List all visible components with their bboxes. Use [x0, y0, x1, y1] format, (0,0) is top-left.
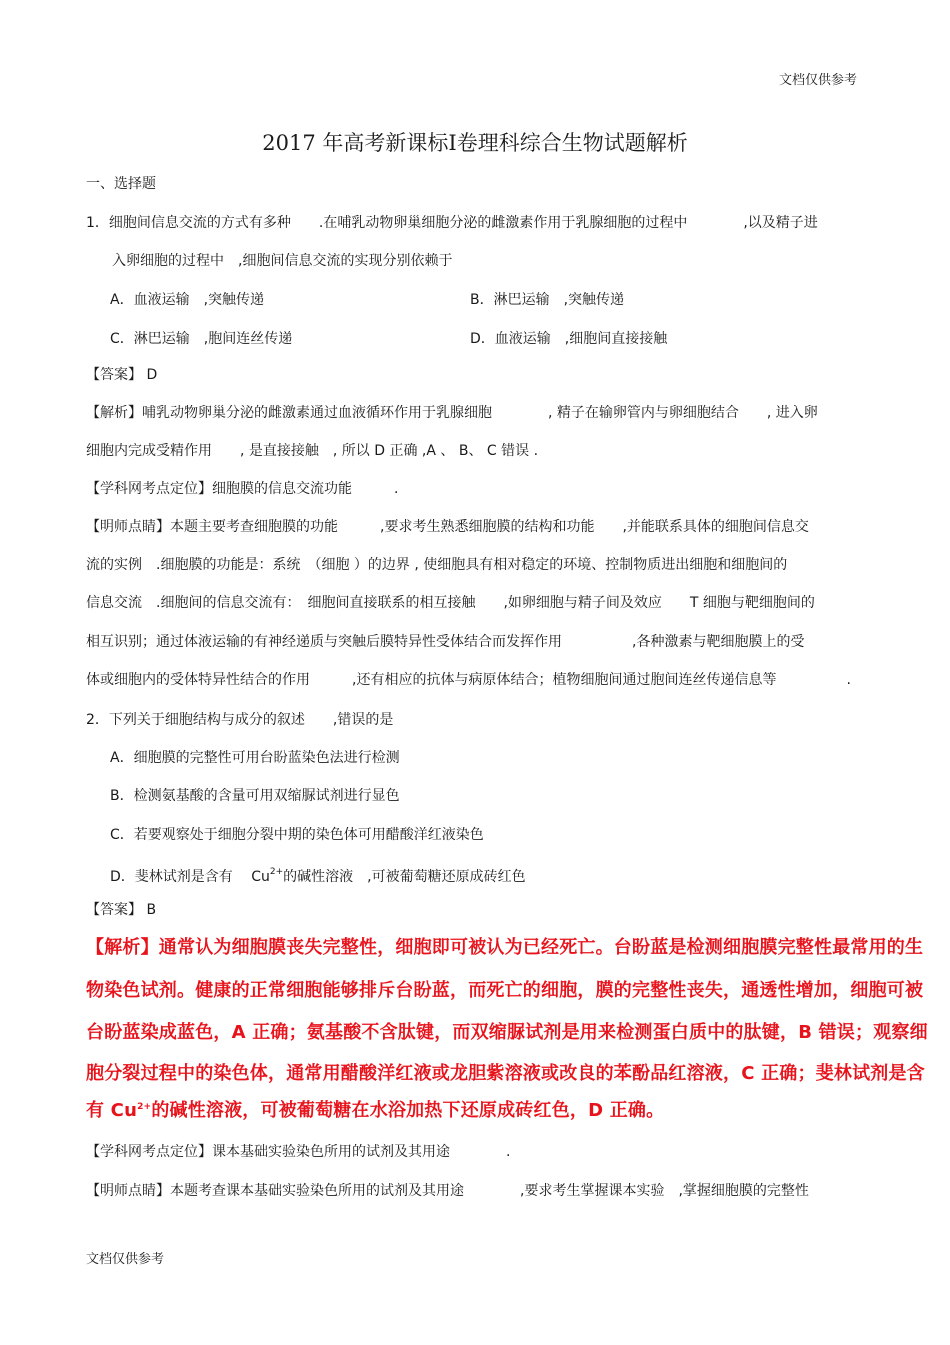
q1-analysis-line-1: 【解析】哺乳动物卵巢分泌的雌激素通过血液循环作用于乳腺细胞 , 精子在输卵管内与卵细胞结合 , 进入卵 [86, 405, 818, 421]
q2-option-b: B．检测氨基酸的含量可用双缩脲试剂进行显色 [110, 788, 400, 804]
q2-option-d-superscript: 2+ [269, 867, 284, 877]
q2-analysis-line-5-text-end: 的碱性溶液，可被葡萄糖在水浴加热下还原成砖红色，D 正确。 [151, 1100, 665, 1121]
page-title: 2017 年高考新课标Ⅰ卷理科综合生物试题解析 [262, 131, 688, 155]
section-heading: 一、选择题 [86, 176, 156, 192]
q2-tip-line-1: 【明师点睛】本题考查课本基础实验染色所用的试剂及其用途 ,要求考生掌握课本实验 ,掌握细胞膜的完整性 [86, 1183, 809, 1199]
q2-knowledge-point: 【学科网考点定位】课本基础实验染色所用的试剂及其用途 . [86, 1144, 511, 1160]
q2-analysis-line-2: 物染色试剂。健康的正常细胞能够排斥台盼蓝，而死亡的细胞，膜的完整性丧失，通透性增加，细胞可被 [86, 980, 924, 1001]
q2-option-d-text: D．斐林试剂是含有 Cu [110, 869, 270, 885]
q1-option-c: C．淋巴运输 ,胞间连丝传递 [110, 331, 293, 347]
page-header: 文档仅供参考 [778, 73, 857, 88]
q1-knowledge-point: 【学科网考点定位】细胞膜的信息交流功能 . [86, 481, 399, 497]
q2-stem: 2．下列关于细胞结构与成分的叙述 ,错误的是 [86, 712, 394, 728]
q2-analysis-line-5-text: 有 Cu [86, 1100, 138, 1121]
q1-stem-line-1: 1．细胞间信息交流的方式有多种 .在哺乳动物卵巢细胞分泌的雌激素作用于乳腺细胞的过程中 ,以及精子进 [86, 215, 818, 231]
q2-option-c: C．若要观察处于细胞分裂中期的染色体可用醋酸洋红液染色 [110, 827, 484, 843]
q1-tip-line-1: 【明师点睛】本题主要考查细胞膜的功能 ,要求考生熟悉细胞膜的结构和功能 ,并能联系具体的细胞间信息交 [86, 519, 809, 535]
q1-analysis-line-2: 细胞内完成受精作用 , 是直接接触 , 所以 D 正确 ,A 、 B、 C 错误 . [86, 443, 539, 459]
q1-option-b: B．淋巴运输 ,突触传递 [470, 292, 625, 308]
q2-option-d [110, 862, 526, 887]
q1-option-d: D．血液运输 ,细胞间直接接触 [470, 331, 668, 347]
page-footer: 文档仅供参考 [86, 1252, 165, 1267]
q1-tip-line-2: 流的实例 .细胞膜的功能是：系统 （细胞 ）的边界 , 使细胞具有相对稳定的环境、控制物质进出细胞和细胞间的 [86, 557, 788, 573]
q2-answer: 【答案】 B [86, 902, 157, 918]
q1-stem-line-2: 入卵细胞的过程中 ,细胞间信息交流的实现分别依赖于 [112, 253, 453, 269]
q2-analysis-line-3: 台盼蓝染成蓝色，A 正确；氨基酸不含肽键，而双缩脲试剂是用来检测蛋白质中的肽键，B 错误；观察细 [86, 1022, 928, 1043]
q1-tip-line-5: 体或细胞内的受体特异性结合的作用 ,还有相应的抗体与病原体结合；植物细胞间通过胞间连丝传递信息等 . [86, 672, 851, 688]
q1-answer: 【答案】 D [86, 367, 158, 383]
q2-option-d-text-end: 的碱性溶液 ,可被葡萄糖还原成砖红色 [283, 869, 526, 885]
q2-analysis-superscript: 2+ [137, 1102, 152, 1112]
q2-analysis-line-5 [86, 1097, 664, 1121]
q1-tip-line-3: 信息交流 .细胞间的信息交流有： 细胞间直接联系的相互接触 ,如卵细胞与精子间及效应 T 细胞与靶细胞间的 [86, 595, 815, 611]
q2-option-a: A．细胞膜的完整性可用台盼蓝染色法进行检测 [110, 750, 400, 766]
q1-option-a: A．血液运输 ,突触传递 [110, 292, 265, 308]
q2-analysis-line-1: 【解析】通常认为细胞膜丧失完整性，细胞即可被认为已经死亡。台盼蓝是检测细胞膜完整性最常用的生 [86, 937, 924, 958]
q2-analysis-line-4: 胞分裂过程中的染色体，通常用醋酸洋红液或龙胆紫溶液或改良的苯酚品红溶液，C 正确；斐林试剂是含 [86, 1063, 925, 1084]
q1-tip-line-4: 相互识别；通过体液运输的有神经递质与突触后膜特异性受体结合而发挥作用 ,各种激素与靶细胞膜上的受 [86, 634, 805, 650]
